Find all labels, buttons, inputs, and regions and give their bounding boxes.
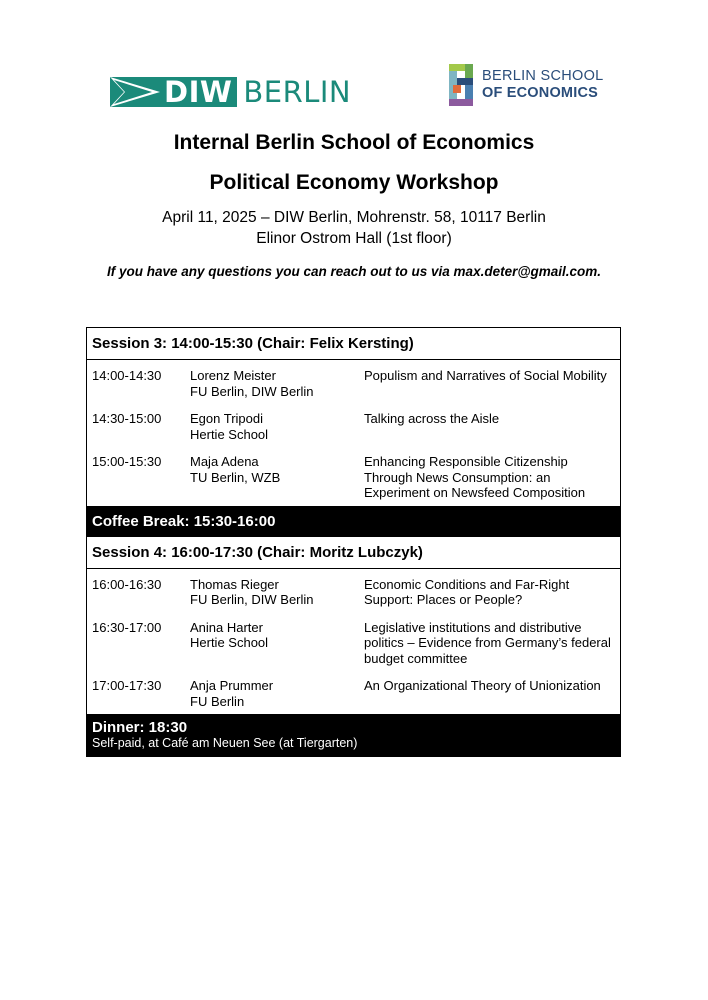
diw-logo-word: DIW	[160, 77, 237, 107]
talk-row	[87, 577, 620, 608]
room: Elinor Ostrom Hall (1st floor)	[256, 230, 452, 247]
talk-time: 16:00-16:30	[92, 576, 162, 592]
talk-time: 17:00-17:30	[92, 678, 162, 693]
contact-note: If you have any questions you can reach out to us via max.deter@gmail.com.	[106, 264, 602, 279]
talk-presenter: Egon Tripodi	[190, 411, 263, 426]
talk-presenter: Thomas Rieger	[190, 576, 279, 592]
talk-time: 15:00-15:30	[92, 454, 162, 469]
talk-title: Populism and Narratives of Social Mobility	[364, 368, 607, 383]
date-location: April 11, 2025 – DIW Berlin, Mohrenstr. 58, 10117 Berlin	[162, 209, 546, 226]
session3-heading: Session 3: 14:00-15:30 (Chair: Felix Kersting)	[87, 328, 620, 360]
talk-presenter: Lorenz Meister	[190, 368, 276, 383]
talk-time: 14:00-14:30	[92, 368, 162, 383]
talk-presenter: Anja Prummer	[190, 678, 274, 693]
talk-affiliation: FU Berlin, DIW Berlin	[190, 383, 314, 399]
talk-affiliation: Hertie School	[190, 426, 269, 442]
talk-row	[87, 620, 620, 667]
coffee-break-banner: Coffee Break: 15:30-16:00	[87, 506, 620, 537]
bse-emblem-icon	[447, 62, 475, 108]
session4-heading: Session 4: 16:00-17:30 (Chair: Moritz Lubczyk)	[87, 537, 620, 569]
talk-title: An Organizational Theory of Unionization	[364, 678, 601, 693]
diw-emblem-icon	[110, 77, 160, 107]
talk-row	[87, 678, 620, 709]
talk-row	[87, 368, 620, 399]
talk-time: 16:30-17:00	[92, 619, 162, 635]
talk-time: 14:30-15:00	[92, 411, 162, 426]
talk-presenter: Maja Adena	[190, 454, 259, 469]
session4-talks	[87, 569, 620, 715]
session3-talks	[87, 360, 620, 506]
bse-logo-line2: OF ECONOMICS	[482, 85, 598, 101]
bse-logo-line1: BERLIN SCHOOL	[482, 68, 604, 84]
berlin-school-of-economics-logo	[447, 62, 604, 108]
talk-row	[87, 454, 620, 501]
talk-row	[87, 411, 620, 442]
talk-affiliation: Hertie School	[190, 635, 269, 650]
talk-title: Enhancing Responsible Citizenship Through News Consumption: an Experiment on Newsfeed Composition	[364, 454, 586, 500]
talk-affiliation: FU Berlin, DIW Berlin	[190, 592, 314, 607]
talk-affiliation: FU Berlin	[190, 693, 245, 709]
talk-title: Talking across the Aisle	[364, 411, 500, 426]
dinner-title: Dinner: 18:30	[92, 719, 188, 736]
diw-berlin-logo	[110, 75, 351, 109]
schedule-table	[86, 327, 621, 757]
page-title-line1: Internal Berlin School of Economics	[173, 131, 535, 154]
talk-presenter: Anina Harter	[190, 619, 263, 635]
talk-title: Economic Conditions and Far-Right Support: Places or People?	[364, 576, 570, 607]
dinner-note: Self-paid, at Café am Neuen See (at Tiergarten)	[92, 736, 358, 750]
page-title-line2: Political Economy Workshop	[209, 171, 499, 194]
talk-affiliation: TU Berlin, WZB	[190, 469, 281, 485]
diw-logo-city: BERLIN	[243, 75, 352, 109]
talk-title: Legislative institutions and distributive politics – Evidence from Germany’s federal budget committee	[364, 619, 611, 666]
dinner-banner	[87, 714, 620, 756]
